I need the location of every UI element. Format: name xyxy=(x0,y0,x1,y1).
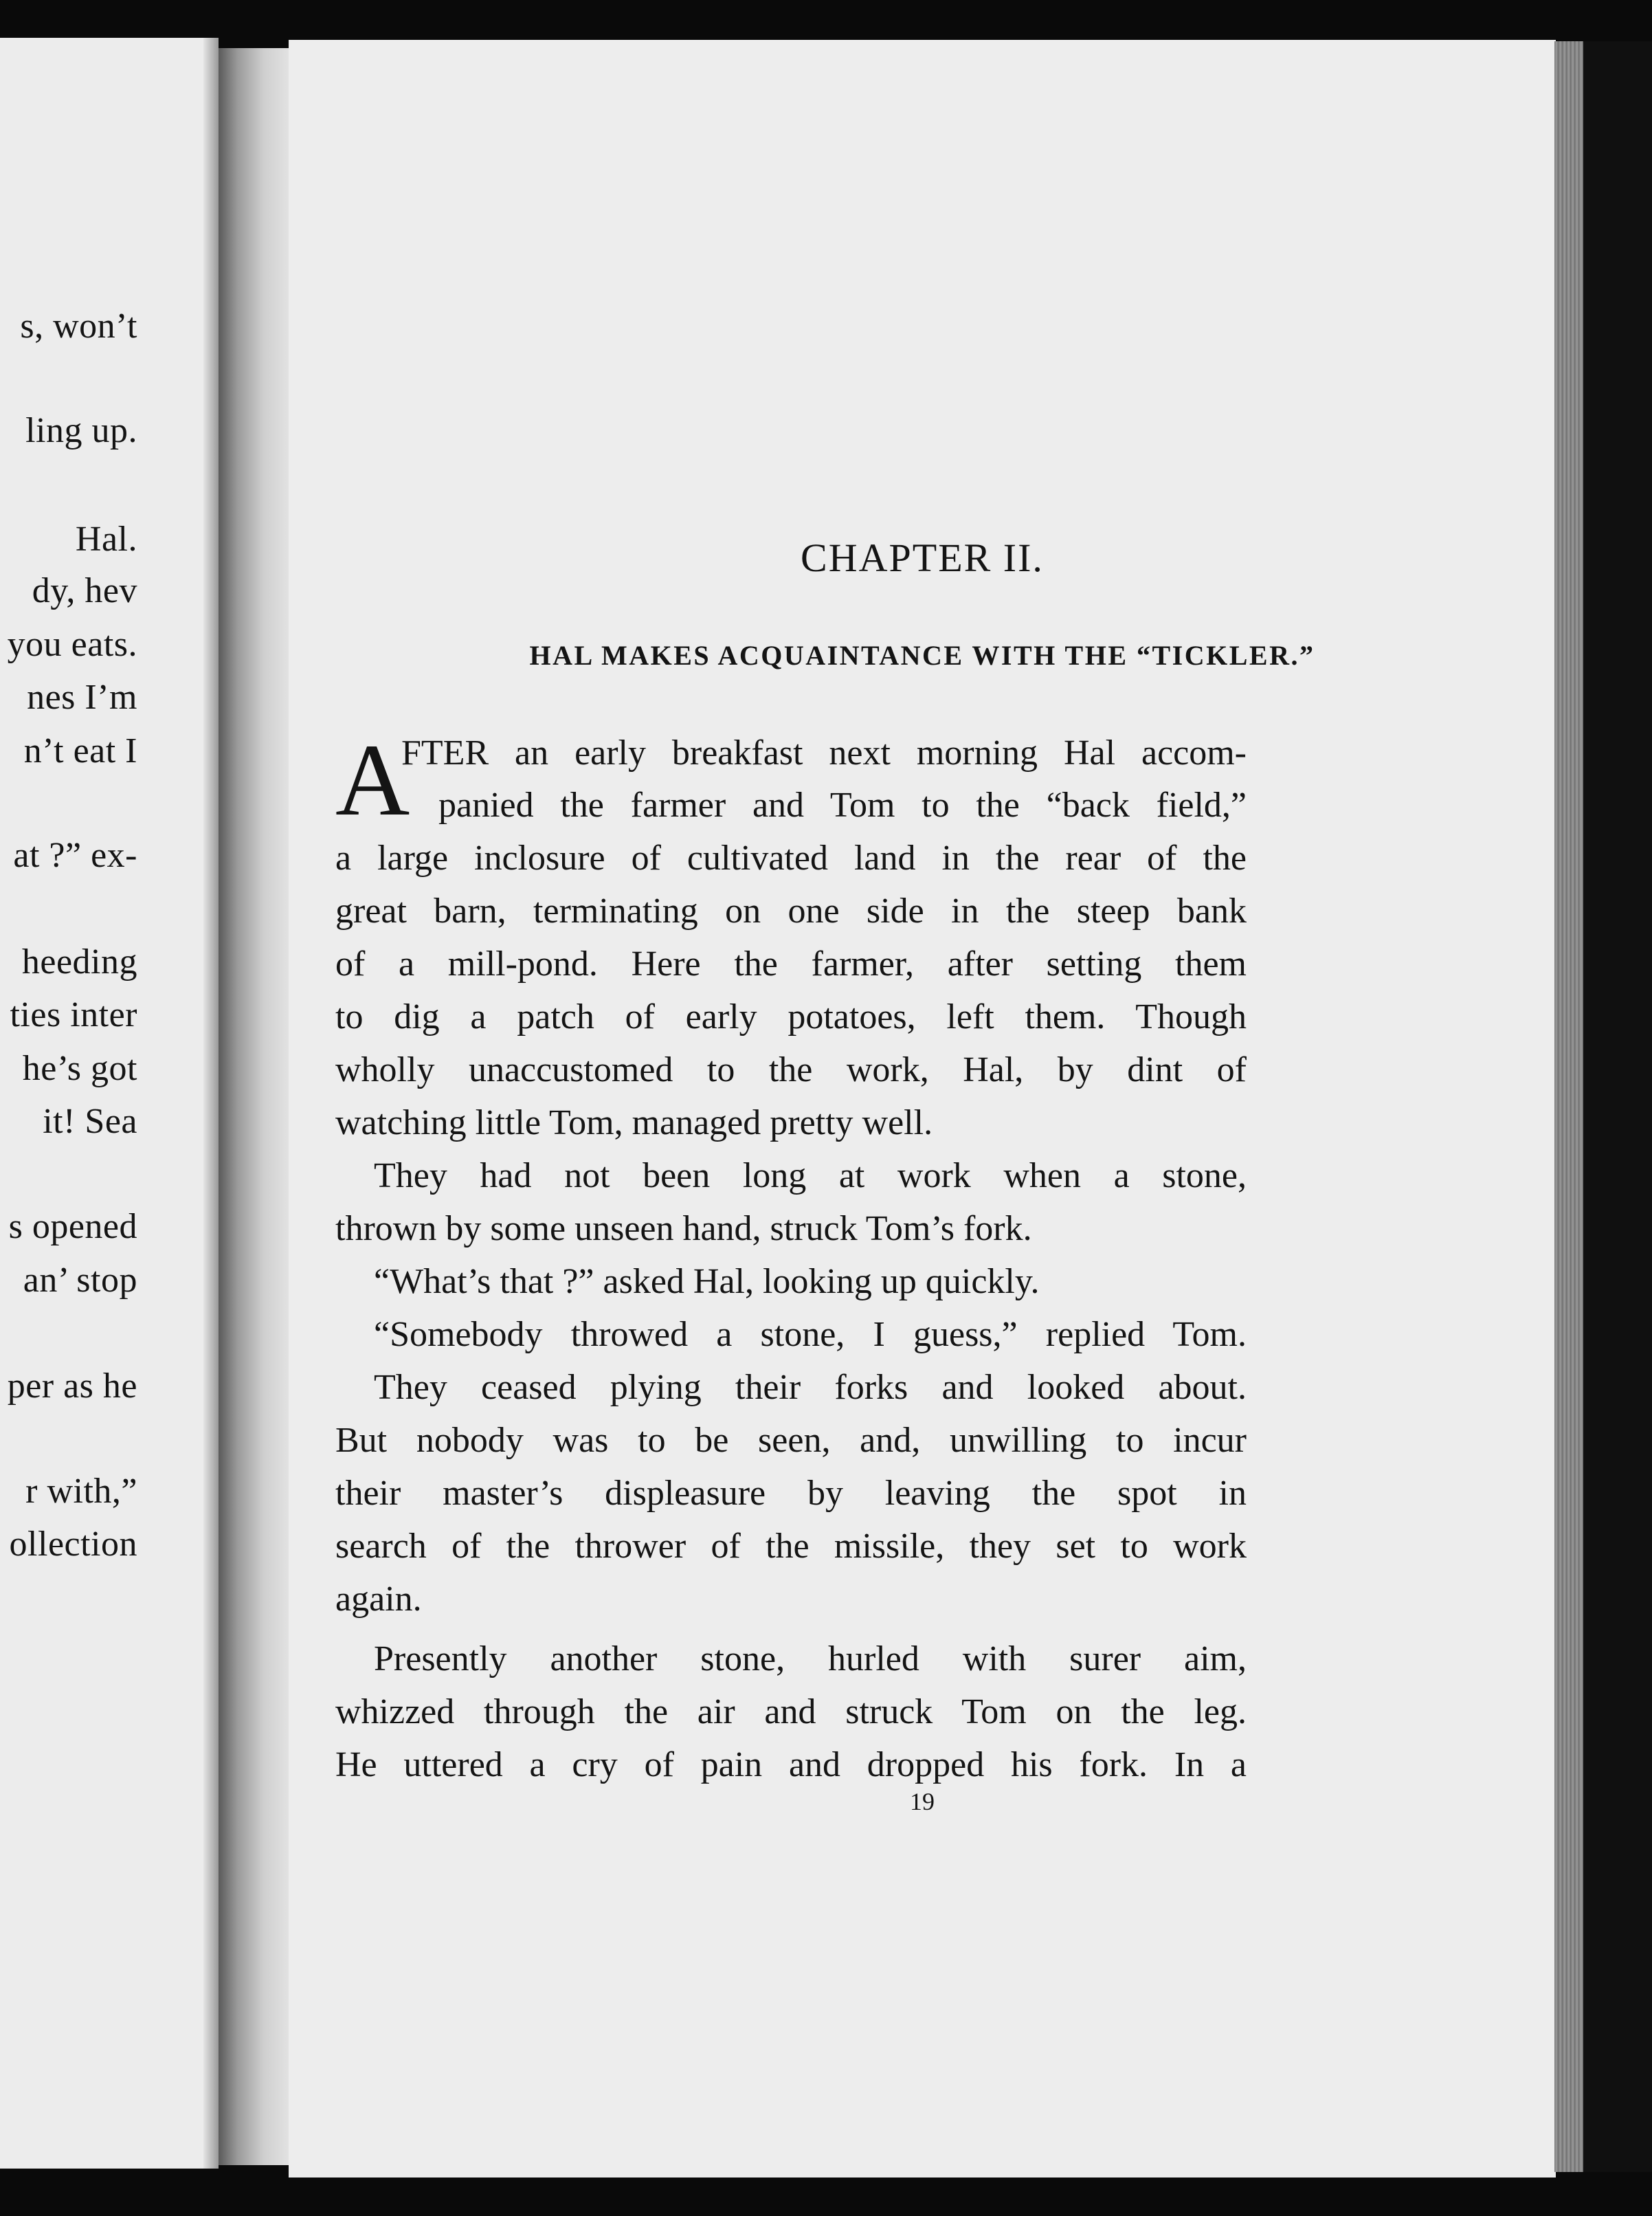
body-line: “Somebody throwed a stone, I guess,” replied Tom. xyxy=(374,1315,1247,1354)
left-page-fragment: Hal. xyxy=(75,520,137,559)
body-line: their master’s displeasure by leaving the spot in xyxy=(335,1474,1247,1513)
body-line: “What’s that ?” asked Hal, looking up quickly. xyxy=(374,1262,1040,1301)
body-line: They ceased plying their forks and looked about. xyxy=(374,1368,1247,1407)
chapter-title: CHAPTER II. xyxy=(801,535,1044,580)
body-line: search of the thrower of the missile, they set to work xyxy=(335,1527,1247,1566)
body-line: He uttered a cry of pain and dropped his fork. In a xyxy=(335,1745,1247,1784)
page-number: 19 xyxy=(910,1788,935,1815)
body-line: They had not been long at work when a stone, xyxy=(374,1156,1247,1195)
left-page-fragment: ling up. xyxy=(25,411,137,450)
left-page-fragment: n’t eat I xyxy=(23,731,137,771)
left-page-fragment: per as he xyxy=(7,1366,137,1406)
page-edge-stack xyxy=(1554,41,1583,2172)
left-page-fragment: s opened xyxy=(8,1207,137,1246)
book-gutter xyxy=(219,48,294,2165)
scan-background-edge xyxy=(1583,41,1652,2172)
left-page-fragment: he’s got xyxy=(22,1049,137,1088)
body-line: panied the farmer and Tom to the “back field,” xyxy=(438,786,1247,825)
body-line: FTER an early breakfast next morning Hal accom- xyxy=(401,733,1247,773)
body-line: wholly unaccustomed to the work, Hal, by dint of xyxy=(335,1050,1247,1089)
body-line: great barn, terminating on one side in the steep bank xyxy=(335,891,1247,931)
body-line: thrown by some unseen hand, struck Tom’s fork. xyxy=(335,1209,1032,1248)
body-line: to dig a patch of early potatoes, left them. Though xyxy=(335,997,1247,1037)
left-page-fragment: ollection xyxy=(9,1525,137,1564)
body-line: Presently another stone, hurled with surer aim, xyxy=(374,1639,1247,1678)
left-page-fragment: at ?” ex- xyxy=(13,836,137,875)
left-page-fragment: it! Sea xyxy=(43,1102,137,1141)
left-page xyxy=(0,38,219,2169)
left-page-fragment: you eats. xyxy=(7,625,137,664)
left-page-fragment: r with,” xyxy=(25,1472,137,1511)
body-line: But nobody was to be seen, and, unwilling to incur xyxy=(335,1421,1247,1460)
left-page-fragment: ties inter xyxy=(10,995,137,1034)
chapter-subtitle: HAL MAKES ACQUAINTANCE WITH THE “TICKLER.” xyxy=(529,640,1315,671)
body-line: again. xyxy=(335,1580,422,1619)
body-line: whizzed through the air and struck Tom on the leg. xyxy=(335,1692,1247,1731)
left-page-gutter-shadow xyxy=(203,38,219,2169)
drop-cap: A xyxy=(335,723,410,837)
body-line: watching little Tom, managed pretty well. xyxy=(335,1103,933,1142)
body-line: a large inclosure of cultivated land in the rear of the xyxy=(335,839,1247,878)
left-page-fragment: nes I’m xyxy=(27,678,137,717)
body-line: of a mill-pond. Here the farmer, after setting them xyxy=(335,944,1247,984)
left-page-fragment: s, won’t xyxy=(20,307,137,346)
left-page-fragment: an’ stop xyxy=(23,1261,137,1300)
left-page-fragment: heeding xyxy=(21,942,137,982)
left-page-fragment: dy, hev xyxy=(32,571,137,610)
